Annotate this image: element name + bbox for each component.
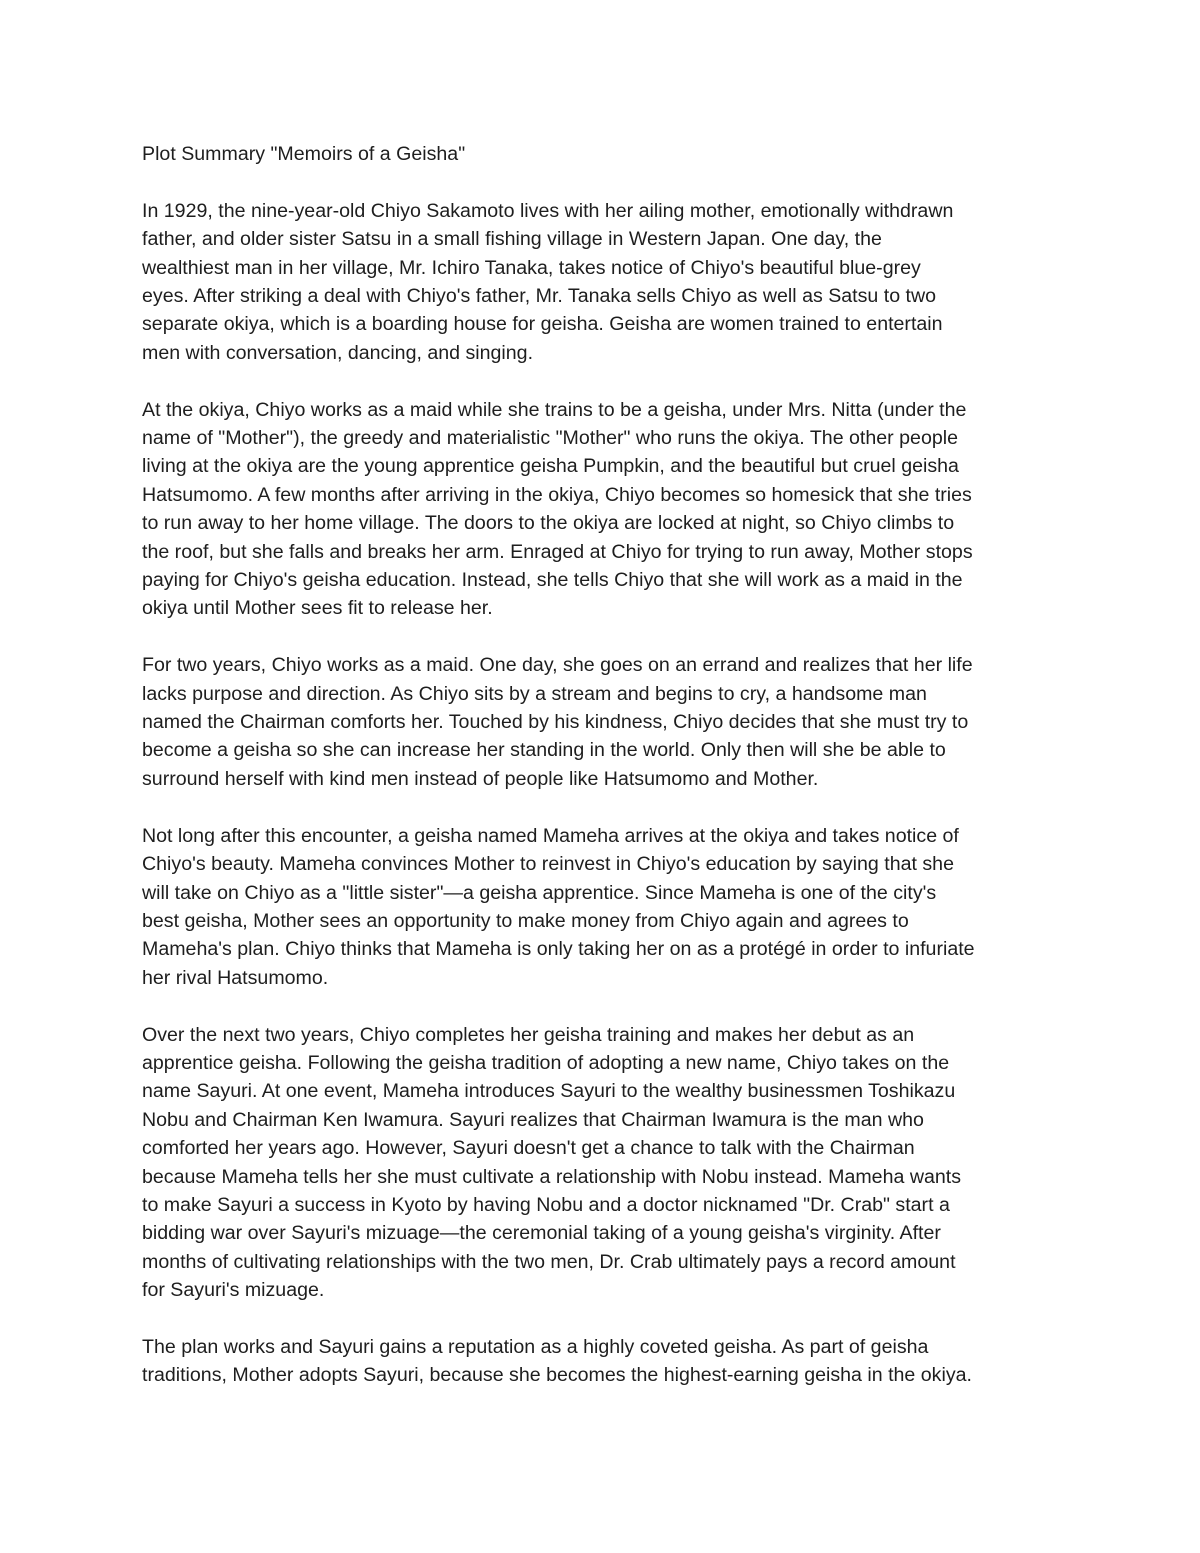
text-line: For two years, Chiyo works as a maid. One day, she goes on an errand and realizes that her life	[142, 654, 973, 677]
paragraph-6	[142, 1333, 1077, 1390]
paragraph-5	[142, 1021, 1077, 1305]
text-line: name of "Mother"), the greedy and materialistic "Mother" who runs the okiya. The other people	[142, 427, 958, 450]
text-line: men with conversation, dancing, and singing.	[142, 341, 534, 364]
text-line: father, and older sister Satsu in a small fishing village in Western Japan. One day, the	[142, 228, 882, 251]
text-line: lacks purpose and direction. As Chiyo sits by a stream and begins to cry, a handsome man	[142, 682, 927, 705]
text-line: traditions, Mother adopts Sayuri, because she becomes the highest-earning geisha in the okiya.	[142, 1364, 972, 1387]
text-line: eyes. After striking a deal with Chiyo's father, Mr. Tanaka sells Chiyo as well as Satsu to two	[142, 285, 937, 308]
text-line: surround herself with kind men instead of people like Hatsumomo and Mother.	[142, 767, 819, 790]
text-line: to run away to her home village. The doors to the okiya are locked at night, so Chiyo climbs to	[142, 512, 955, 535]
text-line: Chiyo's beauty. Mameha convinces Mother to reinvest in Chiyo's education by saying that she	[142, 853, 954, 876]
text-line: her rival Hatsumomo.	[142, 966, 329, 989]
text-line: bidding war over Sayuri's mizuage—the ceremonial taking of a young geisha's virginity. After	[142, 1222, 941, 1245]
text-line: will take on Chiyo as a "little sister"—a geisha apprentice. Since Mameha is one of the city's	[142, 881, 937, 904]
text-line: name Sayuri. At one event, Mameha introduces Sayuri to the wealthy businessmen Toshikazu	[142, 1080, 956, 1103]
text-line: Nobu and Chairman Ken Iwamura. Sayuri realizes that Chairman Iwamura is the man who	[142, 1108, 924, 1131]
text-line: Mameha's plan. Chiyo thinks that Mameha is only taking her on as a protégé in order to infuriate	[142, 938, 975, 961]
text-line: months of cultivating relationships with the two men, Dr. Crab ultimately pays a record amount	[142, 1250, 956, 1273]
document-title: Plot Summary "Memoirs of a Geisha"	[142, 143, 466, 165]
text-line: Hatsumomo. A few months after arriving in the okiya, Chiyo becomes so homesick that she tries	[142, 483, 972, 506]
paragraph-2	[142, 396, 1077, 623]
text-line: okiya until Mother sees fit to release her.	[142, 597, 493, 620]
text-line: separate okiya, which is a boarding house for geisha. Geisha are women trained to entertain	[142, 313, 943, 336]
text-line: Not long after this encounter, a geisha named Mameha arrives at the okiya and takes notice of	[142, 824, 959, 847]
text-line: The plan works and Sayuri gains a reputation as a highly coveted geisha. As part of geisha	[142, 1335, 929, 1358]
text-line: living at the okiya are the young apprentice geisha Pumpkin, and the beautiful but cruel geisha	[142, 455, 959, 478]
text-line: comforted her years ago. However, Sayuri doesn't get a chance to talk with the Chairman	[142, 1137, 915, 1160]
text-line: best geisha, Mother sees an opportunity to make money from Chiyo again and agrees to	[142, 909, 909, 932]
text-line: become a geisha so she can increase her standing in the world. Only then will she be able to	[142, 739, 946, 762]
text-line: At the okiya, Chiyo works as a maid while she trains to be a geisha, under Mrs. Nitta (under the	[142, 398, 967, 421]
text-line: to make Sayuri a success in Kyoto by having Nobu and a doctor nicknamed "Dr. Crab" start a	[142, 1193, 950, 1216]
paragraph-1	[142, 197, 1077, 367]
text-line: In 1929, the nine-year-old Chiyo Sakamoto lives with her ailing mother, emotionally withdrawn	[142, 199, 954, 222]
paragraph-3	[142, 651, 1077, 793]
text-line: wealthiest man in her village, Mr. Ichiro Tanaka, takes notice of Chiyo's beautiful blue-grey	[142, 256, 921, 279]
text-line: named the Chairman comforts her. Touched by his kindness, Chiyo decides that she must try to	[142, 711, 969, 734]
text-line: apprentice geisha. Following the geisha tradition of adopting a new name, Chiyo takes on the	[142, 1051, 950, 1074]
text-line: paying for Chiyo's geisha education. Instead, she tells Chiyo that she will work as a maid in the	[142, 569, 963, 592]
text-line: the roof, but she falls and breaks her arm. Enraged at Chiyo for trying to run away, Mother stops	[142, 540, 973, 563]
text-line: because Mameha tells her she must cultivate a relationship with Nobu instead. Mameha wants	[142, 1165, 962, 1188]
text-line: for Sayuri's mizuage.	[142, 1279, 325, 1302]
paragraph-4	[142, 822, 1077, 992]
text-line: Over the next two years, Chiyo completes her geisha training and makes her debut as an	[142, 1023, 915, 1046]
document-body	[142, 140, 1077, 1418]
